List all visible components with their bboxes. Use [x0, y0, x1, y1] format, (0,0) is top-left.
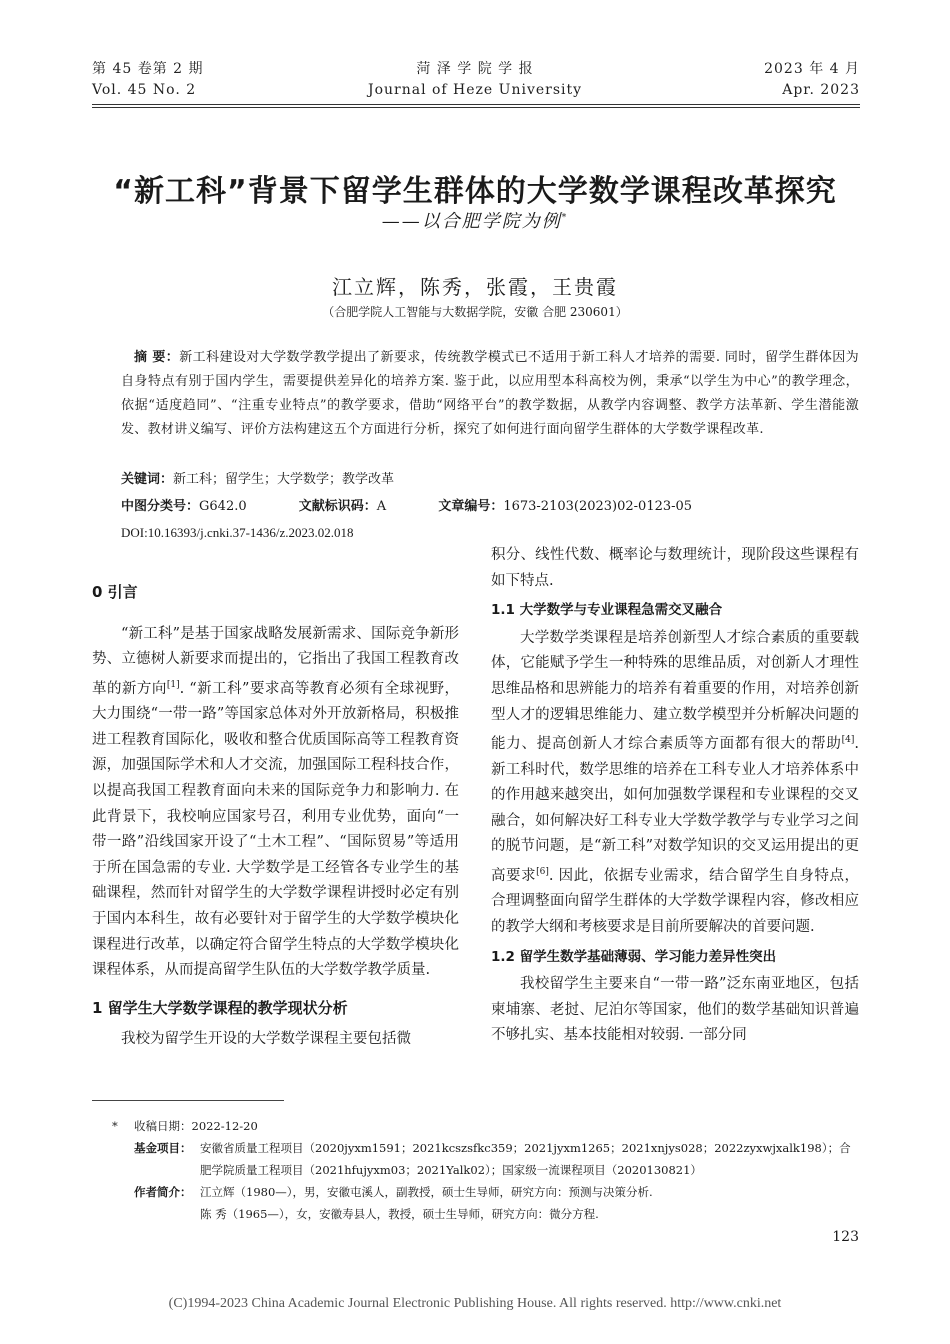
section-1-2-paragraph: 我校留学生主要来自“一带一路”泛东南亚地区，包括柬埔寨、老挝、尼泊尔等国家，他们的数学基础知识普遍不够扎实、基本技能相对较弱. 一部分同 [491, 976, 859, 1044]
author-bio-1: 江立辉（1980—），男，安徽屯溪人，副教授，硕士生导师，研究方向：预测与决策分析. [200, 1185, 653, 1199]
s11-text-b: . 新工科时代，数学思维的培养在工科专业人才培养体系中的作用越来越突出，如何加强数学课程和专业课程的交叉融合，如何解决好工科专业大学数学教学与专业学习之间的脱节问题，是“新工科”对数学知识的交叉运用提出的更高要求 [491, 735, 859, 884]
doc-code-value: A [376, 499, 387, 514]
header-rule-bottom [92, 107, 860, 108]
doc-code-label: 文献标识码： [298, 499, 377, 514]
doi: DOI:10.16393/j.cnki.37-1436/z.2023.02.018 [121, 525, 354, 540]
intro-paragraph [92, 622, 459, 984]
author-list: 江立辉，陈秀，张霞，王贵霞 [332, 275, 618, 299]
keywords-text: 新工科；留学生；大学数学；教学改革 [173, 472, 395, 487]
abstract-label: 摘 要： [134, 350, 180, 365]
issue-date-cn: 2023 年 4 月 [764, 61, 860, 77]
abstract-text: 新工科建设对大学数学教学提出了新要求，传统教学模式已不适用于新工科人才培养的需要. 同时，留学生群体因为自身特点有别于国内学生，需要提供差异化的培养方案. 鉴于此，以应用型本科高校为例，秉承“以学生为中心”的教学理念，依据“适度趋同”、“注重专业特点”的教学要求，借助“网络平台”的教学数据，从教学内容调整、教学方法革新、学生潜能激发、教材讲义编写、评价方法构建这五个方面进行分析，探究了如何进行面向留学生群体的大学数学课程改革. [121, 350, 859, 437]
article-subtitle [0, 207, 950, 233]
volume-issue-cn: 第 45 卷第 2 期 [92, 61, 204, 77]
intro-text-b: . “新工科”要求高等教育必须有全球视野，大力围绕“一带一路”等国家总体对外开放新格局，积极推进工程教育国际化，吸收和整合优质国际高等工程教育资源，加强国际学术和人才交流，加强国际工程科技合作，以提高我国工程教育面向未来的国际竞争力和影响力. 在此背景下，我校响应国家号召，利用专业优势，面向“一带一路”沿线国家开设了“土木工程”、“国际贸易”等适用于所在国急需的专业. 大学数学是工经管各专业学生的基础课程，然而针对留学生的大学数学课程讲授时必定有别于国内本科生，故有必要针对于留学生的大学数学模块化课程进行改革，以确定符合留学生特点的大学数学模块化课程体系，从而提高留学生队伍的大学数学教学质量. [92, 680, 460, 979]
continued-paragraph: 积分、线性代数、概率论与数理统计，现阶段这些课程有如下特点. [491, 547, 859, 589]
header-rule-top [92, 104, 860, 105]
section-1-1-paragraph [491, 626, 859, 941]
section-0-heading: 0 引言 [92, 583, 138, 601]
section-1-1-heading: 1.1 大学数学与专业课程急需交叉融合 [491, 602, 723, 619]
page-number: 123 [832, 1229, 859, 1245]
article-number-value: 1673-2103(2023)02-0123-05 [503, 499, 693, 514]
issue-date-en: Apr. 2023 [782, 82, 860, 98]
keywords-label: 关键词： [121, 472, 174, 487]
s11-text-c: . 因此，依据专业需求，结合留学生自身特点，合理调整面向留学生群体的大学数学课程内容，修改相应的教学大纲和考核要求是目前所要解决的首要问题. [491, 867, 860, 935]
copyright-footer: (C)1994-2023 China Academic Journal Electronic Publishing House. All rights reserved. http://www.cnki.net [168, 1296, 782, 1311]
left-column [92, 580, 459, 1053]
journal-name-en: Journal of Heze University [367, 82, 583, 98]
section-1-paragraph: 我校为留学生开设的大学数学课程主要包括微 [121, 1031, 411, 1048]
volume-issue-en: Vol. 45 No. 2 [92, 82, 197, 98]
received-date: 收稿日期：2022-12-20 [134, 1119, 258, 1133]
affiliation: （合肥学院人工智能与大数据学院，安徽 合肥 230601） [322, 305, 628, 319]
clc-label: 中图分类号： [121, 499, 200, 514]
author-bio-label: 作者简介： [134, 1185, 192, 1199]
s11-text-a: 大学数学类课程是培养创新型人才综合素质的重要载体，它能赋予学生一种特殊的思维品质，对创新人才理性思维品格和思辨能力的培养有着重要的作用，对培养创新型人才的逻辑思维能力、建立数学模型并分析解决问题的能力、提高创新人才综合素质等方面都有很大的帮助 [491, 629, 859, 752]
article-number-label: 文章编号： [438, 499, 504, 514]
citation-1: [1] [166, 679, 180, 690]
keywords [121, 469, 394, 491]
fund-label: 基金项目： [134, 1141, 192, 1155]
fund-text: 安徽省质量工程项目（2020jyxm1591；2021kcszsfkc359；2021jyxm1265；2021xnjys028；2022zyxwjxalk198）；合肥学院质量工程项目（2021hfujyxm03；2021Yalk02）；国家级一流课程项目（2020130821） [200, 1141, 851, 1177]
citation-6: [6] [536, 866, 549, 877]
section-1-heading: 1 留学生大学数学课程的教学现状分析 [92, 998, 348, 1017]
footnote-star: * [112, 1119, 118, 1133]
footnote-rule [92, 1100, 284, 1101]
classification-line [121, 496, 859, 518]
author-bio-2: 陈 秀（1965—），女，安徽寿县人，教授，硕士生导师，研究方向：微分方程. [200, 1207, 599, 1221]
article-title: “新工科”背景下留学生群体的大学数学课程改革探究 [113, 174, 837, 209]
clc-value: G642.0 [199, 499, 247, 514]
right-column [491, 543, 859, 1049]
abstract [121, 346, 859, 442]
subtitle-footnote-mark: * [561, 213, 569, 223]
citation-4: [4] [841, 735, 855, 746]
section-1-2-heading: 1.2 留学生数学基础薄弱、学习能力差异性突出 [491, 948, 777, 965]
subtitle-text: ——以合肥学院为例 [381, 211, 562, 232]
intro-text-a: “新工科”是基于国家战略发展新需求、国际竞争新形势、立德树人新要求而提出的，它指出了我国工程教育改革的新方向 [92, 625, 459, 697]
journal-name-cn: 菏 泽 学 院 学 报 [416, 61, 534, 77]
